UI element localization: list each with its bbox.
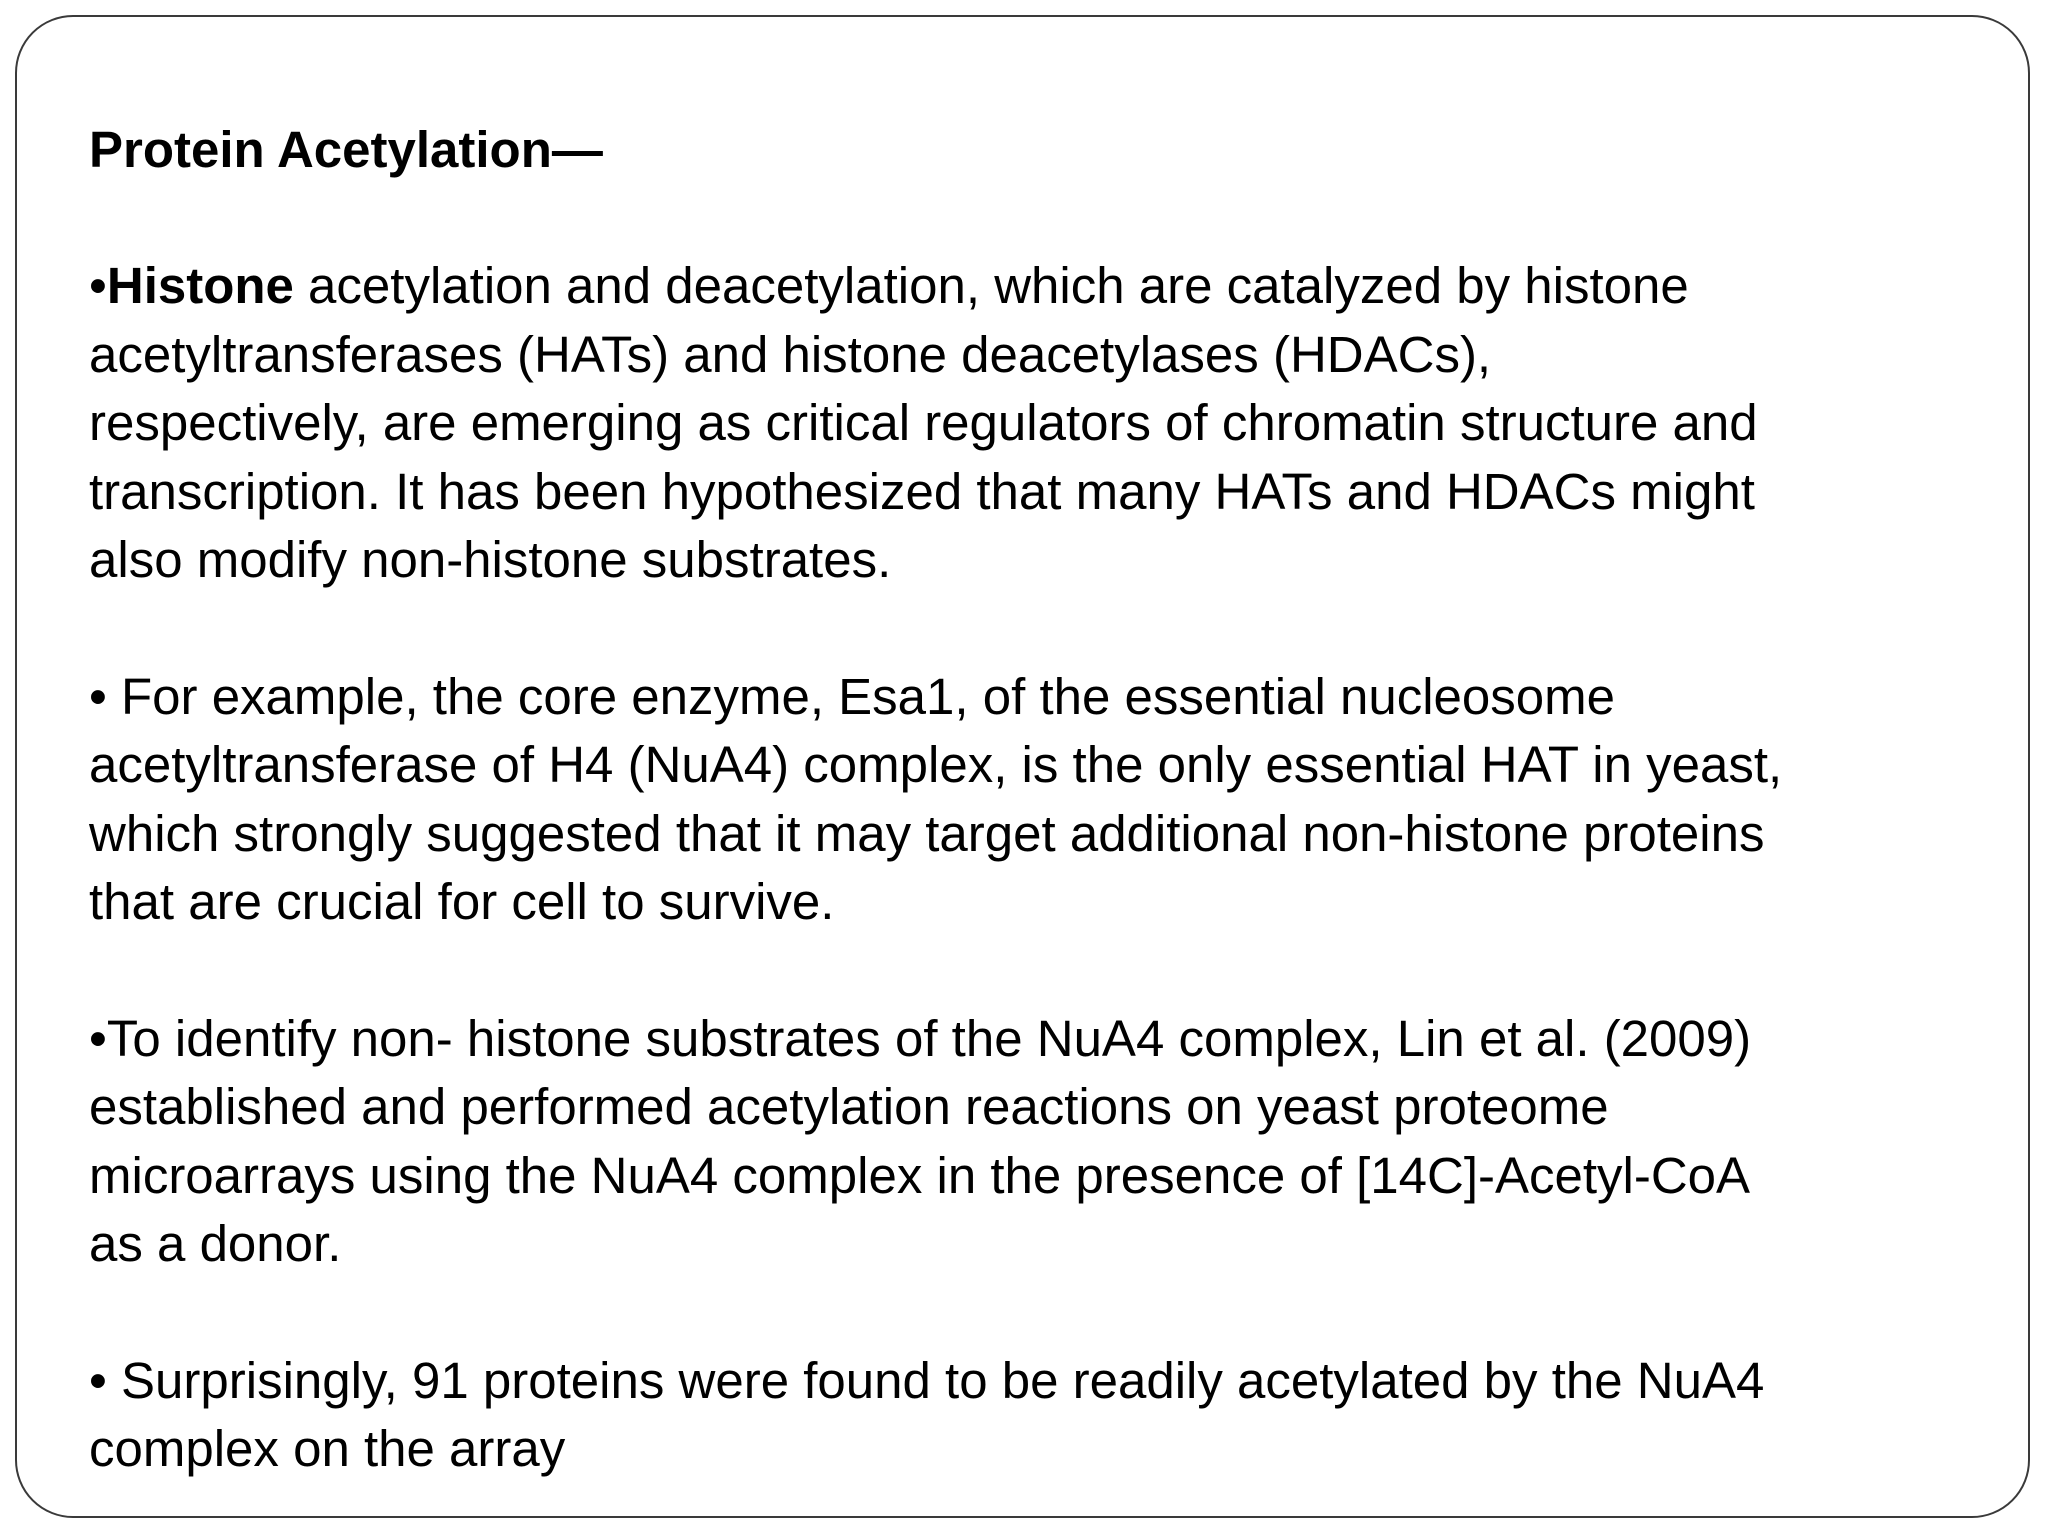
bullet-histone-acetylation [89,252,2009,595]
bullet-lin-study [89,1005,2009,1279]
bullet-text: Surprisingly, 91 proteins were found to be readily acetylated by the NuA4 complex on the array [89,1351,1765,1477]
bullet-marker: • [89,257,107,314]
bullet-marker: • [89,1351,107,1409]
bullet-marker: • [89,1009,107,1067]
slide-title: Protein Acetylation— [89,121,603,178]
slide-content [89,116,2009,1484]
bullet-esa1-example [89,663,2009,937]
bullet-text: acetylation and deacetylation, which are catalyzed by histone acetyltransferases (HATs) and histone deacetylases (HDACs), respectively, are emerging as critical regulators of chromatin structure and transcription. It has been hypothesized that many HATs and HDACs might also modify non-histone substrates. [89,257,1758,588]
bullet-marker: • [89,667,107,725]
bullet-bold-lead: Histone [106,257,294,314]
bullet-text: For example, the core enzyme, Esa1, of the essential nucleosome acetyltransferase of H4 (NuA4) complex, is the only essential HAT in yeast, which strongly suggested that it may target additional non-histone proteins that are crucial for cell to survive. [89,667,1783,930]
bullet-text: To identify non- histone substrates of the NuA4 complex, Lin et al. (2009) established and performed acetylation reactions on yeast proteome microarrays using the NuA4 complex in the presence of [14C]-Acetyl-CoA as a donor. [89,1009,1752,1272]
bullet-91-proteins [89,1347,2009,1484]
